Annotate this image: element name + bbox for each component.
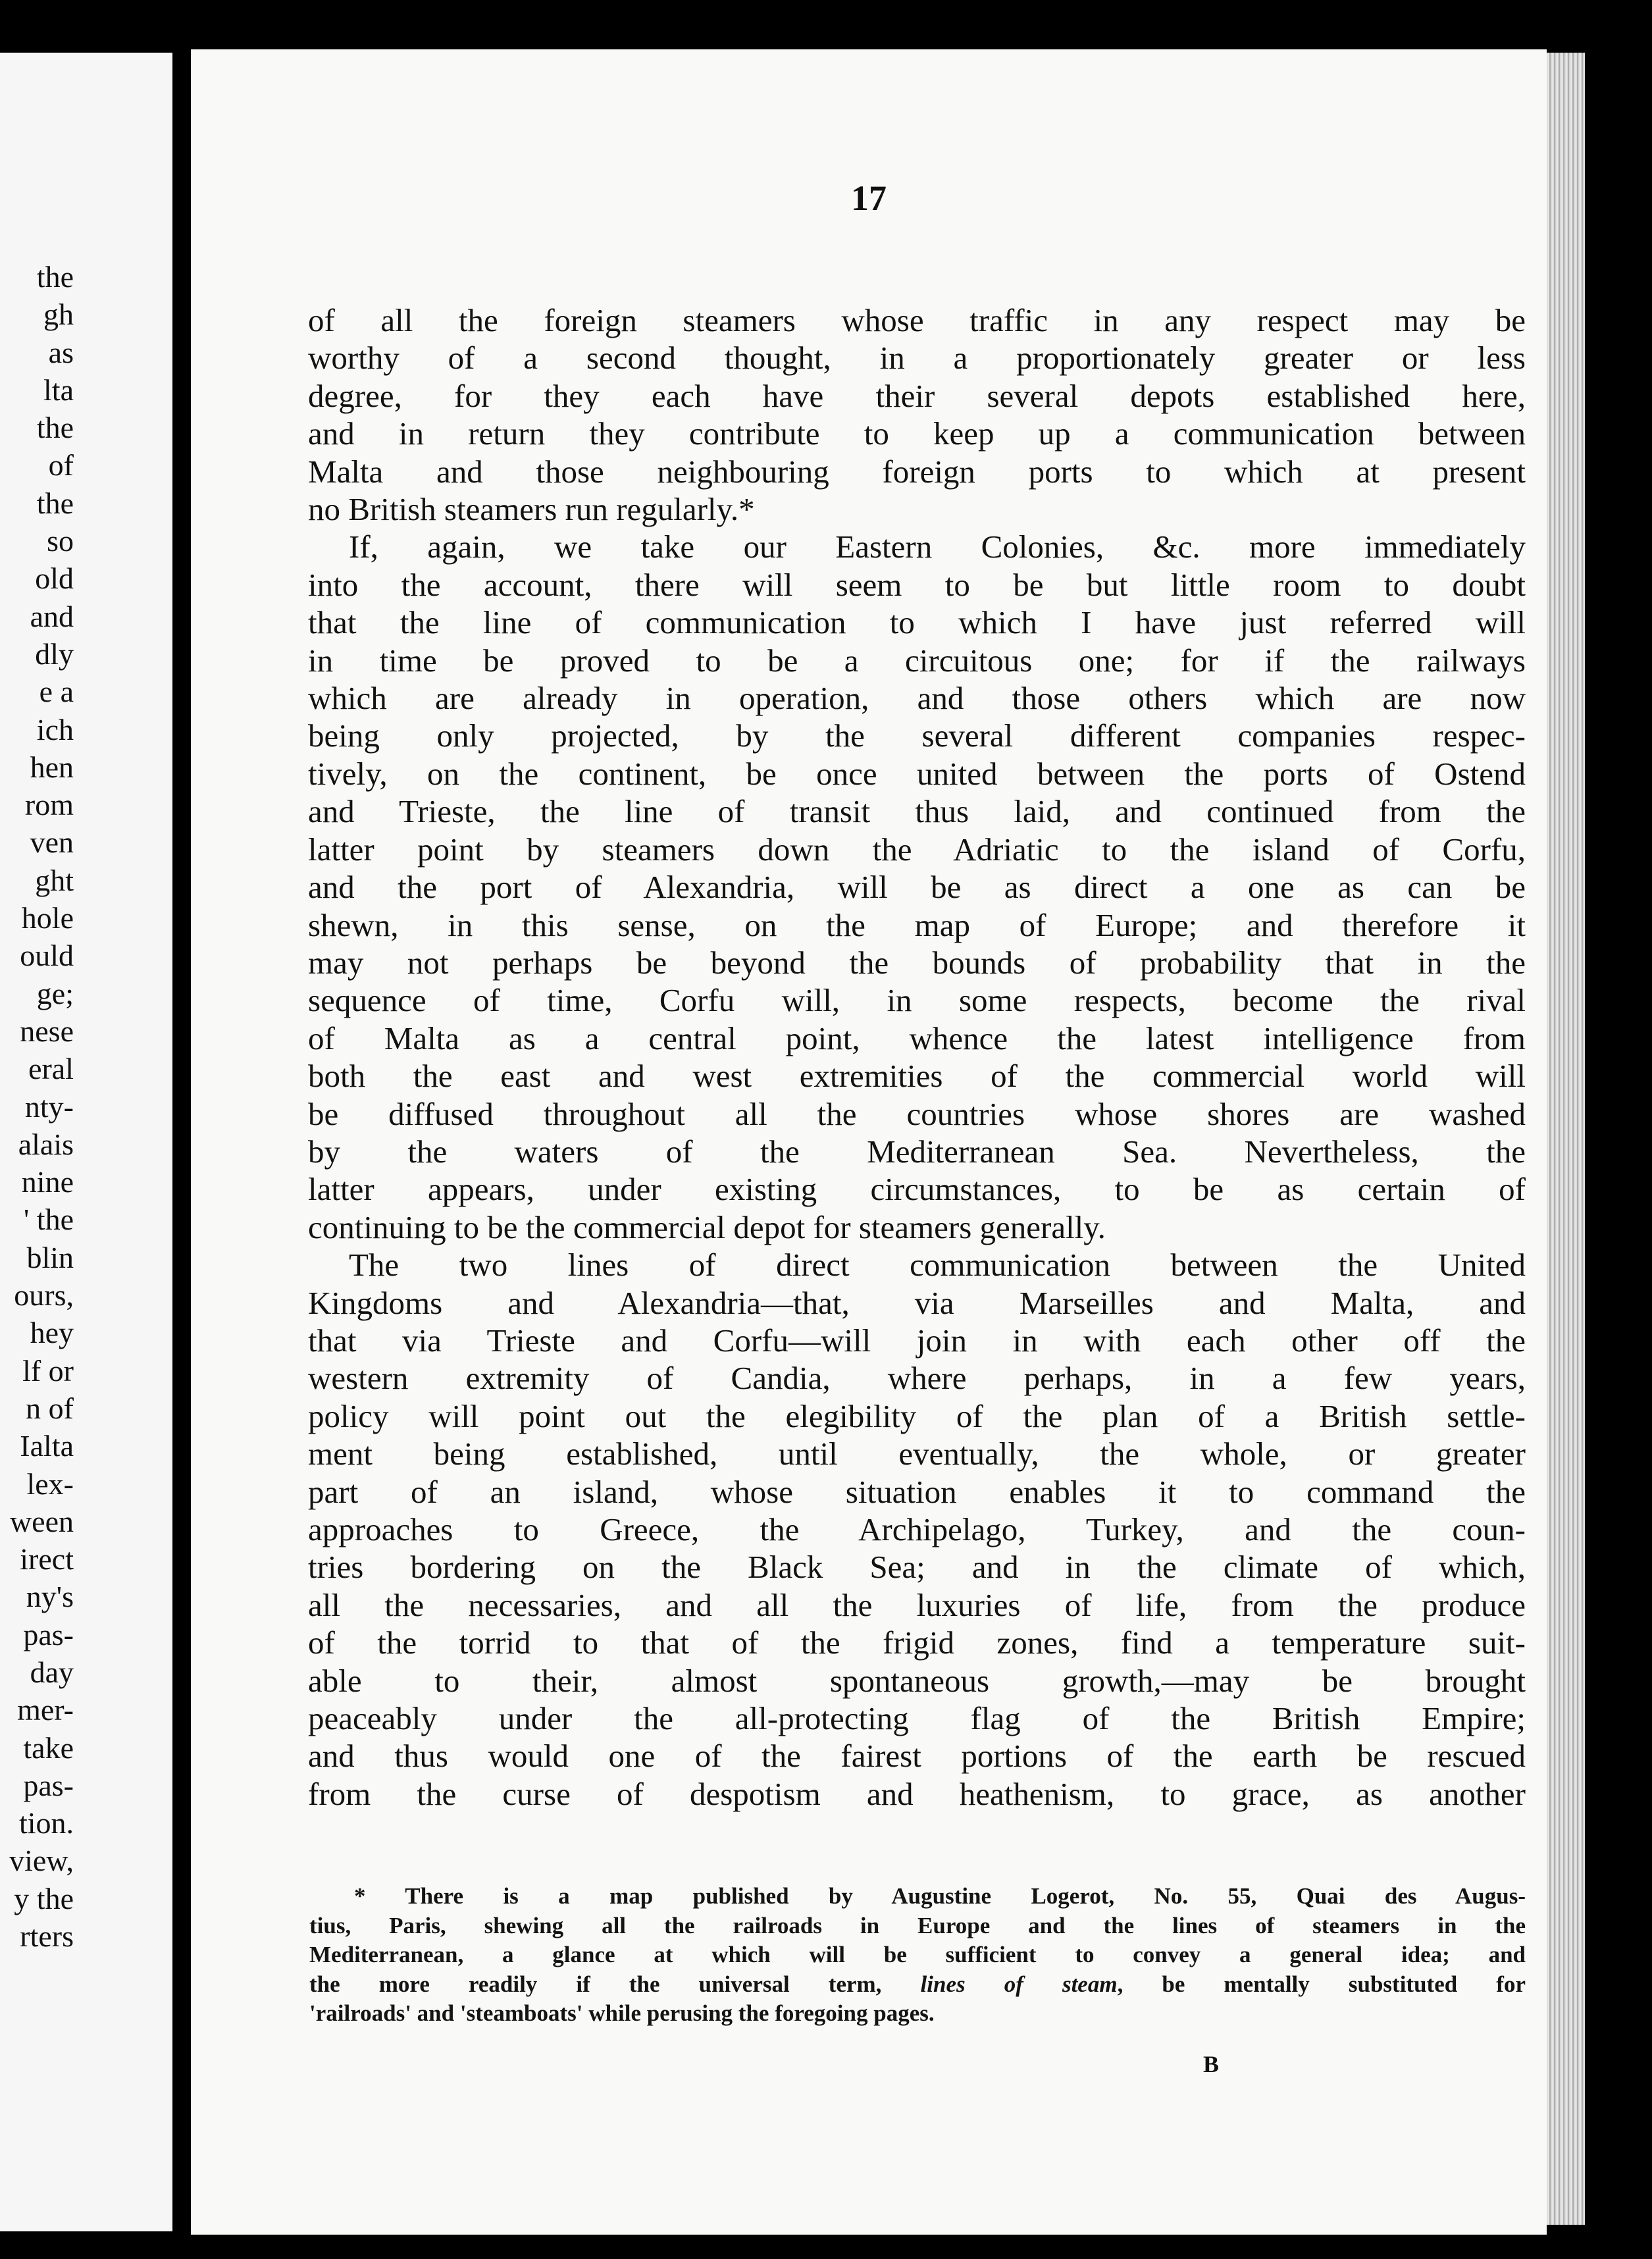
facing-page-fragment-line: the — [36, 486, 74, 520]
facing-page-fragment-line: and — [30, 599, 74, 633]
text-line: latter point by steamers down the Adriatic to the island of Corfu, — [308, 831, 1526, 868]
body-text — [308, 301, 1526, 1813]
facing-page-fragment-line: n of — [26, 1391, 74, 1425]
facing-page-fragment-line: rom — [24, 788, 74, 822]
facing-page-fragment-line: pas- — [23, 1617, 74, 1651]
facing-page-fragment-line: as — [48, 335, 74, 369]
facing-page-fragment-line: rters — [20, 1919, 74, 1954]
footnote-line: * There is a map published by Augustine Logerot, No. 55, Quai des Augus- — [354, 1883, 1526, 1909]
footnote-line: 'railroads' and 'steamboats' while perusing the foregoing pages. — [309, 2000, 935, 2026]
text-line: worthy of a second thought, in a proportionately greater or less — [308, 340, 1526, 376]
footnote-line: tius, Paris, shewing all the railroads in Europe and the lines of steamers in the — [309, 1912, 1526, 1938]
facing-page-fragment-line: ge; — [36, 976, 74, 1010]
page-edges — [1547, 53, 1585, 2225]
facing-page-fragment-line: irect — [20, 1542, 74, 1576]
facing-page-fragment-line: ours, — [14, 1278, 74, 1312]
text-line: Kingdoms and Alexandria—that, via Marseilles and Malta, and — [308, 1284, 1526, 1321]
text-line: part of an island, whose situation enables it to command the — [308, 1473, 1526, 1510]
facing-page-fragment-line: e a — [39, 675, 74, 709]
text-line: shewn, in this sense, on the map of Europe; and therefore it — [308, 906, 1526, 943]
text-line: no British steamers run regularly.* — [308, 491, 755, 528]
page-number: 17 — [851, 178, 887, 218]
text-line: and in return they contribute to keep up a communication between — [308, 415, 1526, 452]
facing-page-fragment-line: mer- — [17, 1693, 74, 1727]
text-line: which are already in operation, and those others which are now — [308, 680, 1526, 717]
text-line: policy will point out the elegibility of the plan of a British settle- — [308, 1397, 1526, 1434]
text-line: sequence of time, Corfu will, in some respects, become the rival — [308, 982, 1526, 1019]
text-line: able to their, almost spontaneous growth,—may be brought — [308, 1662, 1526, 1699]
text-line: continuing to be the commercial depot for steamers generally. — [308, 1208, 1106, 1245]
facing-page-fragment-line: blin — [26, 1240, 74, 1274]
text-line: approaches to Greece, the Archipelago, Turkey, and the coun- — [308, 1511, 1526, 1547]
facing-page-fragment-line: lex- — [26, 1467, 74, 1501]
facing-page-fragment-line: hole — [21, 901, 74, 935]
facing-page-fragment-line: hey — [30, 1316, 74, 1350]
facing-page-fragment-line: gh — [43, 298, 74, 332]
text-line: that the line of communication to which I have just referred will — [308, 604, 1526, 641]
text-line: and Trieste, the line of transit thus laid, and continued from the — [308, 793, 1526, 830]
text-line: If, again, we take our Eastern Colonies, &c. more immediately — [349, 529, 1526, 565]
text-line: Malta and those neighbouring foreign ports to which at present — [308, 453, 1526, 490]
footnote-emphasis: lines of steam — [920, 1971, 1118, 1997]
text-line: tively, on the continent, be once united between the ports of Ostend — [308, 755, 1526, 792]
facing-page-fragment — [0, 53, 172, 2231]
footnote-text: , be mentally substituted for — [1117, 1971, 1526, 1997]
text-line: western extremity of Candia, where perhaps, in a few years, — [308, 1360, 1526, 1397]
facing-page-fragment-line: ween — [9, 1504, 74, 1538]
facing-page-fragment-line: lf or — [22, 1353, 74, 1388]
facing-page-fragment-line: old — [35, 561, 74, 596]
facing-page-fragment-line: lta — [43, 373, 74, 407]
facing-page-fragment-line: ny's — [26, 1580, 74, 1614]
text-line: of all the foreign steamers whose traffic in any respect may be — [308, 302, 1526, 338]
facing-page-fragment-line: nine — [21, 1165, 74, 1199]
text-line: latter appears, under existing circumstances, to be as certain of — [308, 1171, 1526, 1208]
facing-page-fragment-line: ght — [35, 863, 74, 897]
footnote-line — [309, 1970, 1526, 2000]
text-line: of Malta as a central point, whence the latest intelligence from — [308, 1020, 1526, 1056]
footnote-line: Mediterranean, a glance at which will be sufficient to convey a general idea; and — [309, 1942, 1526, 1967]
text-line: from the curse of despotism and heathenism, to grace, as another — [308, 1775, 1526, 1812]
facing-page-fragment-line: Ialta — [20, 1429, 74, 1463]
text-line: may not perhaps be beyond the bounds of probability that in the — [308, 944, 1526, 981]
text-line: that via Trieste and Corfu—will join in with each other off the — [308, 1322, 1526, 1359]
facing-page-fragment-line: pas- — [23, 1768, 74, 1802]
text-line: and the port of Alexandria, will be as direct a one as can be — [308, 869, 1526, 906]
text-line: in time be proved to be a circuitous one; for if the railways — [308, 642, 1526, 679]
facing-page-fragment-line: eral — [28, 1052, 74, 1086]
facing-page-fragment-line: y the — [14, 1881, 74, 1915]
footnote — [309, 1882, 1526, 2029]
facing-page-fragment-line: tion. — [18, 1806, 74, 1840]
facing-page-fragment-line: ' the — [24, 1203, 74, 1237]
facing-page-fragment-line: hen — [30, 750, 74, 784]
facing-page-fragment-line: take — [23, 1730, 74, 1765]
text-line: peaceably under the all-protecting flag of the British Empire; — [308, 1700, 1526, 1737]
facing-page-text-fragments — [9, 258, 74, 1955]
facing-page-fragment-line: the — [36, 411, 74, 445]
facing-page-fragment-line: the — [36, 260, 74, 294]
text-line: being only projected, by the several different companies respec- — [308, 717, 1526, 754]
facing-page-fragment-line: alais — [18, 1127, 74, 1161]
facing-page-fragment-line: ich — [36, 712, 74, 746]
facing-page-fragment-line: of — [48, 448, 74, 482]
text-line: and thus would one of the fairest portions of the earth be rescued — [308, 1738, 1526, 1775]
footnote-text: the more readily if the universal term, — [309, 1971, 921, 1997]
facing-page-fragment-line: ould — [20, 939, 74, 973]
text-line: tries bordering on the Black Sea; and in the climate of which, — [308, 1549, 1526, 1586]
text-line: ment being established, until eventually, the whole, or greater — [308, 1436, 1526, 1472]
facing-page-fragment-line: nese — [20, 1014, 74, 1048]
facing-page-fragment-line: so — [47, 524, 74, 558]
facing-page-fragment-line: day — [30, 1655, 74, 1689]
text-line: all the necessaries, and all the luxuries of life, from the produce — [308, 1586, 1526, 1623]
paragraph — [308, 528, 1526, 1246]
text-line: both the east and west extremities of the commercial world will — [308, 1058, 1526, 1095]
text-line: by the waters of the Mediterranean Sea. Nevertheless, the — [308, 1133, 1526, 1170]
paragraph — [308, 301, 1526, 528]
text-line: degree, for they each have their several depots established here, — [308, 377, 1526, 414]
facing-page-fragment-line: view, — [9, 1844, 74, 1878]
book-gutter — [172, 39, 191, 2259]
text-line: The two lines of direct communication between the United — [349, 1247, 1526, 1284]
text-line: of the torrid to that of the frigid zones, find a temperature suit- — [308, 1624, 1526, 1661]
facing-page-fragment-line: ven — [30, 825, 74, 860]
paragraph — [308, 1246, 1526, 1813]
signature-mark: B — [1203, 2051, 1220, 2077]
facing-page-fragment-line: dly — [35, 636, 74, 671]
text-line: be diffused throughout all the countries whose shores are washed — [308, 1095, 1526, 1132]
text-line: into the account, there will seem to be but little room to doubt — [308, 566, 1526, 603]
facing-page-fragment-line: nty- — [24, 1089, 74, 1124]
book-page — [191, 49, 1547, 2235]
